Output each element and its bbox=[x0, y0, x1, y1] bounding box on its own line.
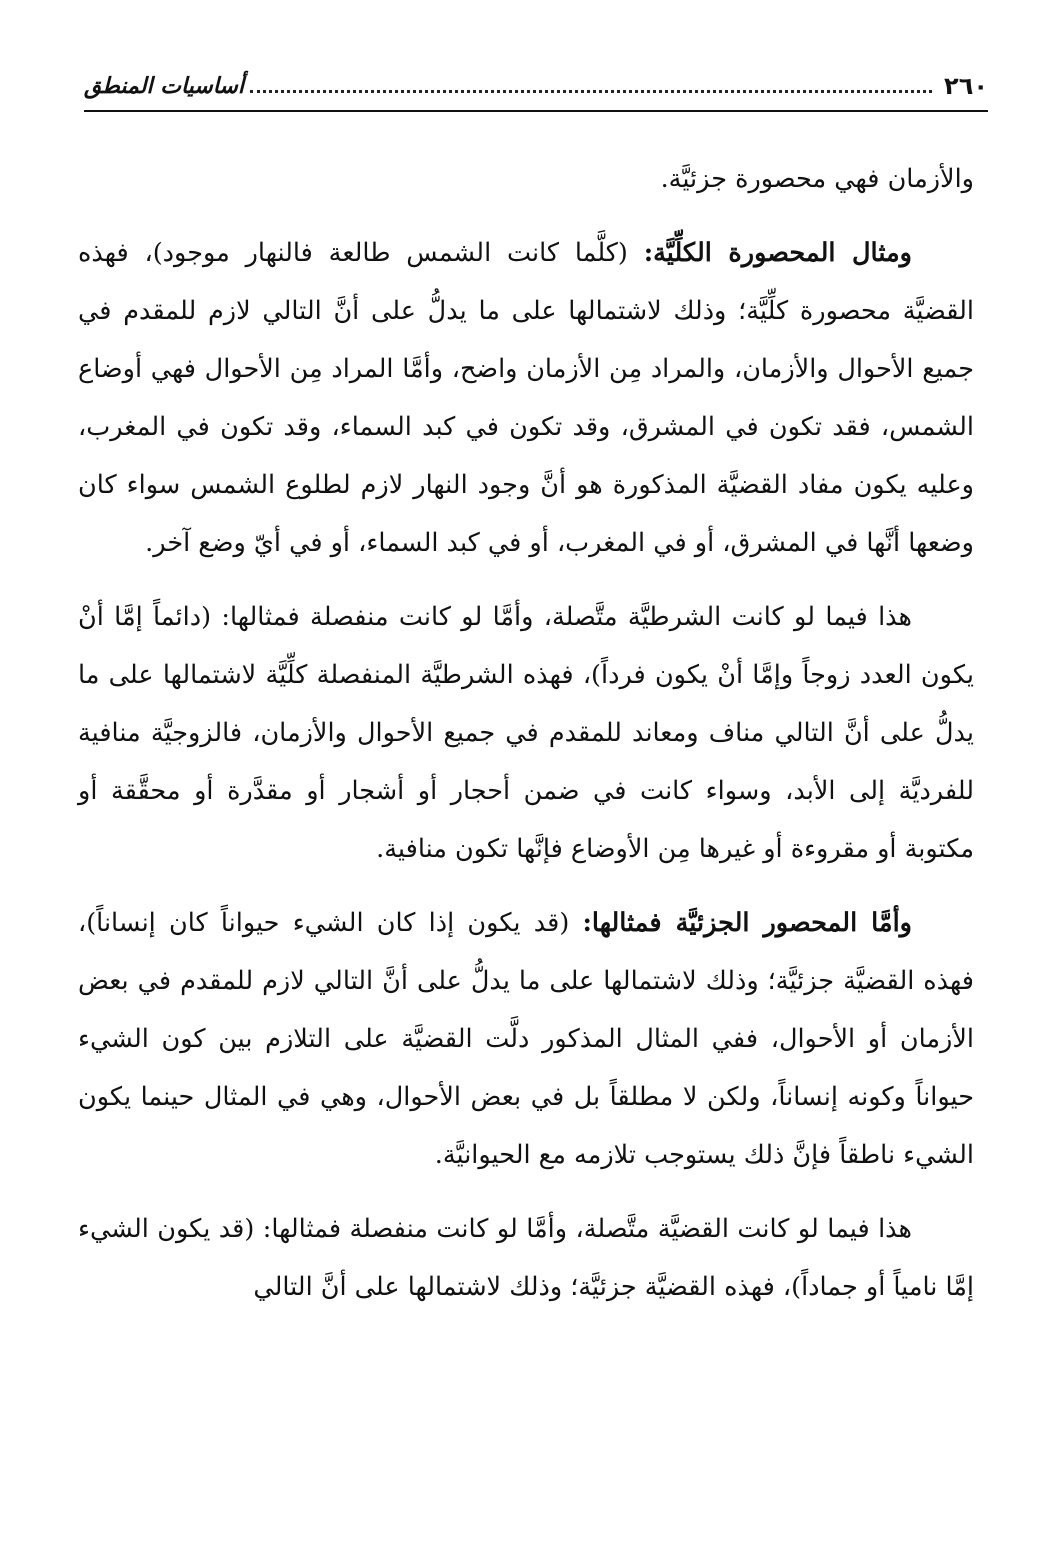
paragraph-2 bbox=[78, 224, 974, 572]
paragraph-1 bbox=[78, 150, 974, 208]
running-header bbox=[84, 66, 988, 106]
paragraph-2-heading: ومثال المحصورة الكلِّيَّة: bbox=[643, 238, 912, 268]
paragraph-5 bbox=[78, 1200, 974, 1316]
paragraph-2-text: (كلَّما كانت الشمس طالعة فالنهار موجود)، فهذه القضيَّة محصورة كلِّيَّة؛ وذلك لاشتمالها على ما يدلُّ على أنَّ التالي لازم للمقدم في جميع الأحوال والأزمان، والمراد مِن الأزمان واضح، وأمَّا المراد مِن الأحوال فهي أوضاع الشمس، فقد تكون في المشرق، وقد تكون في كبد السماء، وقد تكون في المغرب، وعليه يكون مفاد القضيَّة المذكورة هو أنَّ وجود النهار لازم لطلوع الشمس سواء كان وضعها أنَّها في المشرق، أو في المغرب، أو في كبد السماء، أو في أيّ وضع آخر. bbox=[78, 238, 974, 558]
paragraph-4-text: (قد يكون إذا كان الشيء حيواناً كان إنساناً)، فهذه القضيَّة جزئيَّة؛ وذلك لاشتمالها على ما يدلُّ على أنَّ التالي لازم للمقدم في بعض الأزمان أو الأحوال، ففي المثال المذكور دلَّت القضيَّة على التلازم بين كون الشيء حيواناً وكونه إنساناً، ولكن لا مطلقاً بل في بعض الأحوال، وهي في المثال حينما يكون الشيء ناطقاً فإنَّ ذلك يستوجب تلازمه مع الحيوانيَّة. bbox=[78, 908, 974, 1170]
paragraph-4-heading: وأمَّا المحصور الجزئيَّة فمثالها: bbox=[582, 908, 912, 938]
paragraph-3 bbox=[78, 588, 974, 878]
paragraph-3-text: هذا فيما لو كانت الشرطيَّة متَّصلة، وأمَّا لو كانت منفصلة فمثالها: (دائماً إمَّا أنْ يكون العدد زوجاً وإمَّا أنْ يكون فرداً)، فهذه الشرطيَّة المنفصلة كلِّيَّة لاشتمالها على ما يدلُّ على أنَّ التالي مناف ومعاند للمقدم في جميع الأحوال والأزمان، فالزوجيَّة منافية للفرديَّة إلى الأبد، وسواء كانت في ضمن أحجار أو أشجار أو مقدَّرة أو محقَّقة أو مكتوبة أو مقروءة أو غيرها مِن الأوضاع فإنَّها تكون منافية. bbox=[78, 602, 974, 864]
paragraph-5-text: هذا فيما لو كانت القضيَّة متَّصلة، وأمَّا لو كانت منفصلة فمثالها: (قد يكون الشيء إمَّا نامياً أو جماداً)، فهذه القضيَّة جزئيَّة؛ وذلك لاشتمالها على أنَّ التالي bbox=[78, 1214, 974, 1302]
paragraph-1-text: والأزمان فهي محصورة جزئيَّة. bbox=[660, 164, 974, 194]
dotted-leader bbox=[250, 90, 932, 93]
paragraph-4 bbox=[78, 894, 974, 1184]
header-rule bbox=[84, 110, 988, 112]
page-number: ٢٦٠ bbox=[944, 72, 988, 100]
book-title: أساسيات المنطق bbox=[84, 73, 244, 99]
main-text bbox=[78, 150, 974, 1316]
